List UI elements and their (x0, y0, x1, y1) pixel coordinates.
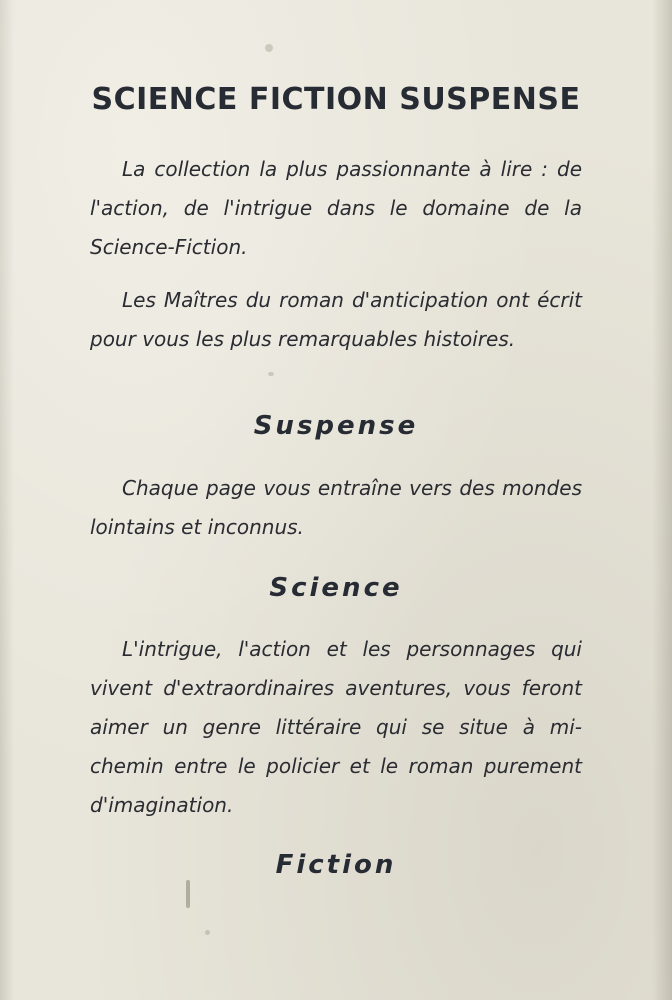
paper-stain (265, 44, 273, 52)
heading-science: Science (269, 573, 403, 603)
masters-paragraph: Les Maîtres du roman d'anticipation ont écrit pour vous les plus remarquables histoires. (90, 288, 582, 351)
paper-stain (268, 372, 274, 376)
page-title: SCIENCE FICTION SUSPENSE (91, 82, 581, 117)
heading-suspense: Suspense (253, 411, 419, 441)
science-paragraph: L'intrigue, l'action et les personnages qui vivent d'extraordinaires aventures, vous feront aimer un genre littéraire qui se situe à mi-chemin entre le policier et le roman purement d'imagination. (90, 637, 582, 817)
paper-stain (205, 930, 210, 935)
heading-fiction: Fiction (275, 850, 397, 880)
paper-stain (186, 880, 190, 908)
intro-paragraph: La collection la plus passionnante à lire : de l'action, de l'intrigue dans le domaine de la Science-Fiction. (90, 157, 582, 259)
suspense-paragraph: Chaque page vous entraîne vers des mondes lointains et inconnus. (90, 476, 582, 539)
